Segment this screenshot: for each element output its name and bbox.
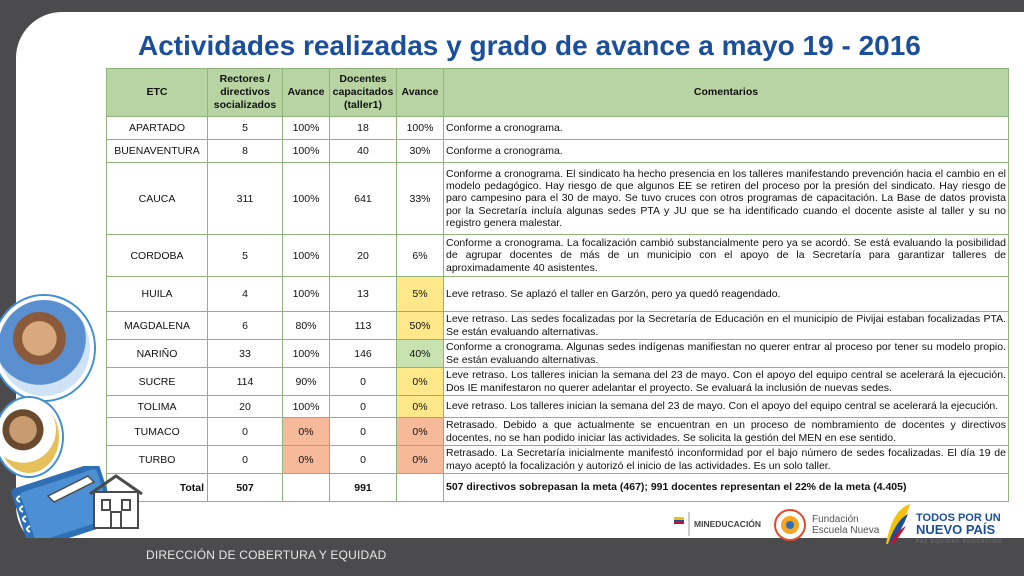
cell-avance-docentes: 40% — [397, 340, 444, 368]
cell-etc: NARIÑO — [107, 340, 208, 368]
header-comentarios: Comentarios — [444, 69, 1009, 117]
cell-comentarios: Leve retraso. Los talleres inician la semana del 23 de mayo. Con el apoyo del equipo central se acelerará la ejecución. — [444, 396, 1009, 418]
cell-avance-rectores: 100% — [283, 396, 330, 418]
cell-rectores: 5 — [208, 117, 283, 140]
cell-avance-rectores: 0% — [283, 446, 330, 474]
table-row — [107, 396, 1009, 418]
cell-etc: CORDOBA — [107, 235, 208, 277]
fundacion-line1: Fundación — [812, 514, 859, 525]
header-etc: ETC — [107, 69, 208, 117]
cell-comentarios: Leve retraso. Se aplazó el taller en Garzón, pero ya quedó reagendado. — [444, 277, 1009, 312]
todos-line1: TODOS POR UN — [916, 512, 1001, 524]
paz-feather-icon — [882, 500, 914, 550]
cell-avance-docentes: 100% — [397, 117, 444, 140]
cell-comentarios: Leve retraso. Los talleres inician la semana del 23 de mayo. Con el apoyo del equipo central se acelerará la ejecución. Dos IE manifestaron no querer adelantar el proyecto. Se evaluará la inclusión de nuevas sedes. — [444, 368, 1009, 396]
cell-etc: TOLIMA — [107, 396, 208, 418]
escuela-nueva-emblem-icon — [772, 500, 810, 550]
total-comentarios: 507 directivos sobrepasan la meta (467); 991 docentes representan el 22% de la meta (4.405) — [444, 474, 1009, 502]
total-empty-cell — [397, 474, 444, 502]
cell-docentes: 40 — [330, 140, 397, 163]
cell-comentarios: Conforme a cronograma. — [444, 140, 1009, 163]
progress-table — [106, 68, 1009, 502]
cell-avance-rectores: 80% — [283, 312, 330, 340]
cell-comentarios: Conforme a cronograma. — [444, 117, 1009, 140]
total-docentes: 991 — [330, 474, 397, 502]
cell-docentes: 641 — [330, 163, 397, 235]
notebook-school-illustration — [8, 466, 148, 544]
cell-comentarios: Leve retraso. Las sedes focalizadas por la Secretaría de Educación en el municipio de Pivijai estaban focalizadas PTA. Se están evaluando alternativas. — [444, 312, 1009, 340]
cell-docentes: 20 — [330, 235, 397, 277]
cell-avance-rectores: 100% — [283, 117, 330, 140]
cell-docentes: 0 — [330, 368, 397, 396]
cell-docentes: 13 — [330, 277, 397, 312]
cell-avance-docentes: 0% — [397, 396, 444, 418]
cell-rectores: 0 — [208, 418, 283, 446]
table-total-row — [107, 474, 1009, 502]
cell-rectores: 33 — [208, 340, 283, 368]
cell-etc: BUENAVENTURA — [107, 140, 208, 163]
cell-comentarios: Retrasado. La Secretaría inicialmente manifestó inconformidad por el bajo número de sedes focalizadas. El día 19 de mayo aceptó la focalización y autorizó el inicio de las actividades. Es un solo taller. — [444, 446, 1009, 474]
table-row — [107, 117, 1009, 140]
cell-avance-docentes: 0% — [397, 446, 444, 474]
cell-avance-rectores: 100% — [283, 163, 330, 235]
table-row — [107, 446, 1009, 474]
cell-docentes: 0 — [330, 396, 397, 418]
total-rectores: 507 — [208, 474, 283, 502]
cell-docentes: 146 — [330, 340, 397, 368]
cell-comentarios: Conforme a cronograma. Algunas sedes indígenas manifiestan no querer entrar al proceso por tener su modelo propio. Se están evaluando alternativas. — [444, 340, 1009, 368]
fundacion-label — [812, 514, 879, 536]
cell-rectores: 4 — [208, 277, 283, 312]
todos-por-un-nuevo-pais-logo — [882, 500, 1012, 550]
cell-docentes: 113 — [330, 312, 397, 340]
total-empty-cell — [283, 474, 330, 502]
cell-comentarios: Conforme a cronograma. La focalización cambió substancialmente pero ya se acordó. Se está evaluando la posibilidad de agrupar docentes de más de un municipio con el apoyo de la Secretaría para garantizar talleres de aproximadamente 40 asistentes. — [444, 235, 1009, 277]
header-avance-rectores: Avance — [283, 69, 330, 117]
cell-etc: CAUCA — [107, 163, 208, 235]
cell-docentes: 0 — [330, 418, 397, 446]
cell-avance-docentes: 50% — [397, 312, 444, 340]
cell-avance-rectores: 100% — [283, 277, 330, 312]
cell-etc: MAGDALENA — [107, 312, 208, 340]
todos-label — [916, 512, 1002, 548]
todos-line2: NUEVO PAÍS — [916, 522, 996, 537]
cell-avance-rectores: 100% — [283, 340, 330, 368]
table-row — [107, 418, 1009, 446]
cell-docentes: 0 — [330, 446, 397, 474]
table-row — [107, 368, 1009, 396]
table-header-row — [107, 69, 1009, 117]
table-row — [107, 277, 1009, 312]
cell-avance-docentes: 30% — [397, 140, 444, 163]
slide-title: Actividades realizadas y grado de avance a mayo 19 - 2016 — [138, 30, 921, 61]
cell-rectores: 5 — [208, 235, 283, 277]
cell-avance-rectores: 100% — [283, 235, 330, 277]
cell-etc: HUILA — [107, 277, 208, 312]
cell-etc: APARTADO — [107, 117, 208, 140]
table-row — [107, 140, 1009, 163]
cell-etc: SUCRE — [107, 368, 208, 396]
cell-docentes: 18 — [330, 117, 397, 140]
cell-avance-docentes: 0% — [397, 418, 444, 446]
todos-tagline: PAZ EQUIDAD EDUCACIÓN — [916, 539, 1002, 545]
cell-rectores: 8 — [208, 140, 283, 163]
cell-comentarios: Retrasado. Debido a que actualmente se encuentran en un proceso de nombramiento de docentes y directivos docentes, no se han podido iniciar las actividades. Se solicita la gestión del MEN en ese sentido. — [444, 418, 1009, 446]
table-row — [107, 235, 1009, 277]
footer-department: DIRECCIÓN DE COBERTURA Y EQUIDAD — [146, 548, 387, 562]
header-rectores: Rectores / directivos socializados — [208, 69, 283, 117]
cell-rectores: 311 — [208, 163, 283, 235]
table-row — [107, 340, 1009, 368]
cell-avance-docentes: 0% — [397, 368, 444, 396]
table-row — [107, 163, 1009, 235]
cell-etc: TUMACO — [107, 418, 208, 446]
cell-rectores: 20 — [208, 396, 283, 418]
header-docentes: Docentes capacitados (taller1) — [330, 69, 397, 117]
cell-rectores: 0 — [208, 446, 283, 474]
header-avance-docentes: Avance — [397, 69, 444, 117]
cell-avance-docentes: 5% — [397, 277, 444, 312]
cell-avance-rectores: 90% — [283, 368, 330, 396]
fundacion-line2: Escuela Nueva — [812, 525, 880, 536]
cell-rectores: 6 — [208, 312, 283, 340]
cell-avance-rectores: 0% — [283, 418, 330, 446]
cell-avance-docentes: 6% — [397, 235, 444, 277]
mineducacion-label: MINEDUCACIÓN — [694, 519, 762, 529]
mineducacion-logo — [668, 500, 768, 550]
fundacion-escuela-nueva-logo — [772, 500, 882, 550]
table-row — [107, 312, 1009, 340]
cell-etc: TURBO — [107, 446, 208, 474]
cell-comentarios: Conforme a cronograma. El sindicato ha hecho presencia en los talleres manifestando prevención hacia el cambio en el modelo pedagógico. Hay riesgo de que algunos EE se retiren del proceso por la presión del sindicato. Hay riesgo de paro campesino para el 30 de mayo. Se tuvo cruces con otros programas de capacitación. La Base de datos provista por la Secretaría incluía algunas sedes PTA y JU que se ha identificado cuando el docente asiste al taller y su no registro genera malestar. — [444, 163, 1009, 235]
cell-avance-rectores: 100% — [283, 140, 330, 163]
cell-rectores: 114 — [208, 368, 283, 396]
cell-avance-docentes: 33% — [397, 163, 444, 235]
total-label: Total — [107, 474, 208, 502]
